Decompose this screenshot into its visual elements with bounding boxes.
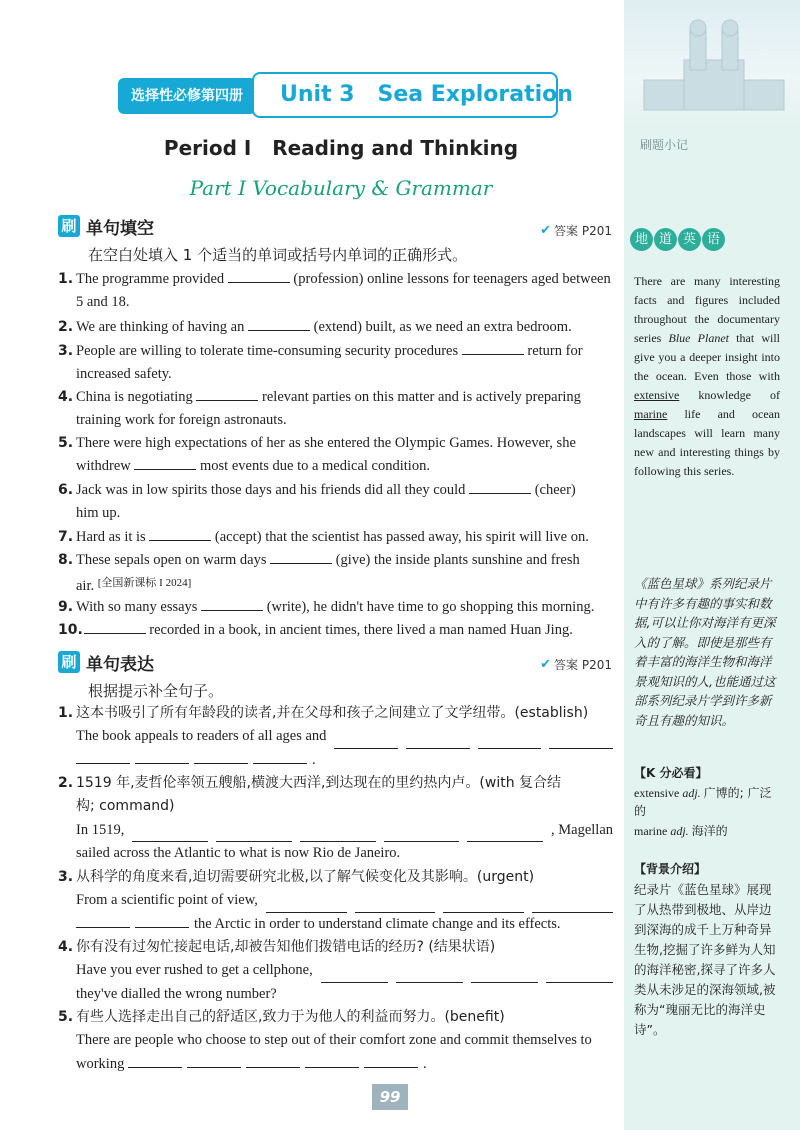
answer-line[interactable]	[406, 734, 470, 749]
source-tag: [全国新课标 I 2024]	[97, 577, 192, 590]
answer-line[interactable]	[135, 749, 189, 764]
question-9: 9. With so many essays (write), he didn't have time to go shopping this morning.	[58, 596, 613, 619]
answer-blank[interactable]	[134, 455, 196, 470]
section2-title: 单句表达	[86, 654, 154, 675]
unit-title: Unit 3 Sea Exploration	[252, 72, 558, 118]
section2-answer-ref: ✔ 答案 P201	[540, 657, 612, 672]
answer-blank[interactable]	[248, 316, 310, 331]
translation-2: 2. 1519 年,麦哲伦率领五艘船,横渡大西洋,到达现在的里约热内卢。(with 复合结 构; command) In 1519, , Magellan sailed across the Atlantic to what is now Rio de Janeiro.	[58, 775, 614, 862]
answer-blank[interactable]	[201, 596, 263, 611]
answer-line[interactable]	[549, 734, 613, 749]
answer-line[interactable]	[216, 827, 292, 842]
answer-line[interactable]	[384, 827, 460, 842]
answer-line[interactable]	[128, 1053, 182, 1068]
answer-blank[interactable]	[462, 340, 524, 355]
answer-line[interactable]	[76, 749, 130, 764]
building-photo	[624, 0, 800, 130]
k-vocab-1: extensive adj. 广博的; 广泛的	[634, 786, 772, 818]
badge-char: 英	[678, 228, 701, 251]
building-illustration-icon	[624, 0, 800, 130]
answer-blank[interactable]	[196, 386, 258, 401]
background-text: 纪录片《蓝色星球》展现了从热带到极地、从岸边到深海的成千上万种奇异生物,挖掘了许多鲜为人知的海洋秘密,探寻了许多人类从未涉足的深海领域,被称为“瑰丽无比的海洋史诗”。	[634, 882, 776, 1037]
period-title: Period I Reading and Thinking	[163, 136, 519, 160]
answer-line[interactable]	[355, 898, 436, 913]
answer-line[interactable]	[187, 1053, 241, 1068]
answer-line[interactable]	[253, 749, 307, 764]
badge-char: 道	[654, 228, 677, 251]
answer-line[interactable]	[266, 898, 347, 913]
answer-line[interactable]	[364, 1053, 418, 1068]
answer-line[interactable]	[396, 968, 463, 983]
background-heading: 【背景介绍】	[634, 862, 707, 876]
answer-blank[interactable]	[469, 479, 531, 494]
answer-line[interactable]	[76, 913, 130, 928]
answer-line[interactable]	[443, 898, 524, 913]
part-title: Part I Vocabulary & Grammar	[189, 176, 493, 200]
answer-line[interactable]	[132, 827, 208, 842]
answer-line[interactable]	[135, 913, 189, 928]
sidebar	[624, 0, 800, 1130]
translation-4: 4. 你有没有过匆忙接起电话,却被告知他们拨错电话的经历? (结果状语) Have you ever rushed to get a cellphone, they've dialled the wrong number?	[58, 936, 613, 1006]
book-badge: 选择性必修第四册	[118, 78, 256, 114]
brush-icon: 刷	[58, 651, 80, 673]
translation-1: 1. 这本书吸引了所有年龄段的读者,并在父母和孩子之间建立了文学纽带。(establish) The book appeals to readers of all ages and .	[58, 702, 613, 772]
k-heading: 【K 分必看】	[634, 766, 708, 780]
question-10: 10. recorded in a book, in ancient times, there lived a man named Huan Jing.	[58, 619, 613, 642]
translation-5: 5. 有些人选择走出自己的舒适区,致力于为他人的利益而努力。(benefit) There are people who choose to step out of their comfort zone and commit themselves to working .	[58, 1009, 592, 1072]
page-number: 99	[372, 1084, 408, 1110]
answer-blank[interactable]	[84, 619, 146, 634]
badge-char: 地	[630, 228, 653, 251]
section2-header	[58, 650, 154, 674]
answer-line[interactable]	[194, 749, 248, 764]
answer-line[interactable]	[467, 827, 543, 842]
answer-line[interactable]	[478, 734, 542, 749]
notes-label: 刷题小记	[640, 138, 689, 152]
answer-blank[interactable]	[228, 268, 290, 283]
sidebar-chinese-translation: 《蓝色星球》系列纪录片中有许多有趣的事实和数据,可以让你对海洋有更深入的了解。即使是那些有着丰富的海洋生物和海洋景观知识的人,也能通过这部系列纪录片学到许多新奇且有趣的知识。	[634, 576, 776, 728]
answer-blank[interactable]	[149, 526, 211, 541]
question-7: 7. Hard as it is (accept) that the scientist has passed away, his spirit will live on.	[58, 526, 613, 549]
answer-line[interactable]	[532, 898, 613, 913]
badge-char: 语	[702, 228, 725, 251]
answer-line[interactable]	[305, 1053, 359, 1068]
question-5: 5. There were high expectations of her as she entered the Olympic Games. However, she withdrew most events due to a medical condition.	[58, 435, 576, 475]
answer-line[interactable]	[334, 734, 398, 749]
answer-line[interactable]	[246, 1053, 300, 1068]
answer-line[interactable]	[300, 827, 376, 842]
answer-line[interactable]	[321, 968, 388, 983]
section1-instruction: 在空白处填入 1 个适当的单词或括号内单词的正确形式。	[88, 246, 468, 264]
sidebar-english-passage: There are many interesting facts and figures included throughout the documentary series Blue Planet that will give you a deeper insight into the ocean. Even those with extensive knowledge of marine life and ocean landscapes will learn many new and interesting things by following this series.	[634, 274, 780, 478]
authentic-english-badge	[630, 228, 725, 251]
question-3: 3. People are willing to tolerate time-consuming security procedures return for increased safety.	[58, 340, 613, 387]
question-6: 6. Jack was in low spirits those days and his friends did all they could (cheer) him up.	[58, 479, 613, 526]
section1-header	[58, 214, 154, 238]
translation-3: 3. 从科学的角度来看,迫切需要研究北极,以了解气候变化及其影响。(urgent) From a scientific point of view, the Arctic in order to understand climate change and its effects.	[58, 866, 613, 936]
answer-line[interactable]	[471, 968, 538, 983]
check-icon: ✔	[540, 657, 552, 672]
section2-instruction: 根据提示补全句子。	[88, 682, 224, 700]
question-2: 2. We are thinking of having an (extend) built, as we need an extra bedroom.	[58, 316, 613, 339]
section1-answer-ref: ✔ 答案 P201	[540, 223, 612, 238]
question-8: 8. These sepals open on warm days (give) the inside plants sunshine and fresh air. [全国新课标 I 2024]	[58, 549, 613, 599]
check-icon: ✔	[540, 223, 552, 238]
k-vocab-2: marine adj. 海洋的	[634, 824, 728, 838]
section1-title: 单句填空	[86, 218, 154, 239]
question-4: 4. China is negotiating relevant parties on this matter and is actively preparing training work for foreign astronauts.	[58, 386, 613, 433]
answer-line[interactable]	[546, 968, 613, 983]
brush-icon: 刷	[58, 215, 80, 237]
question-1: 1. The programme provided (profession) online lessons for teenagers aged between 5 and 18.	[58, 268, 613, 315]
answer-blank[interactable]	[270, 549, 332, 564]
